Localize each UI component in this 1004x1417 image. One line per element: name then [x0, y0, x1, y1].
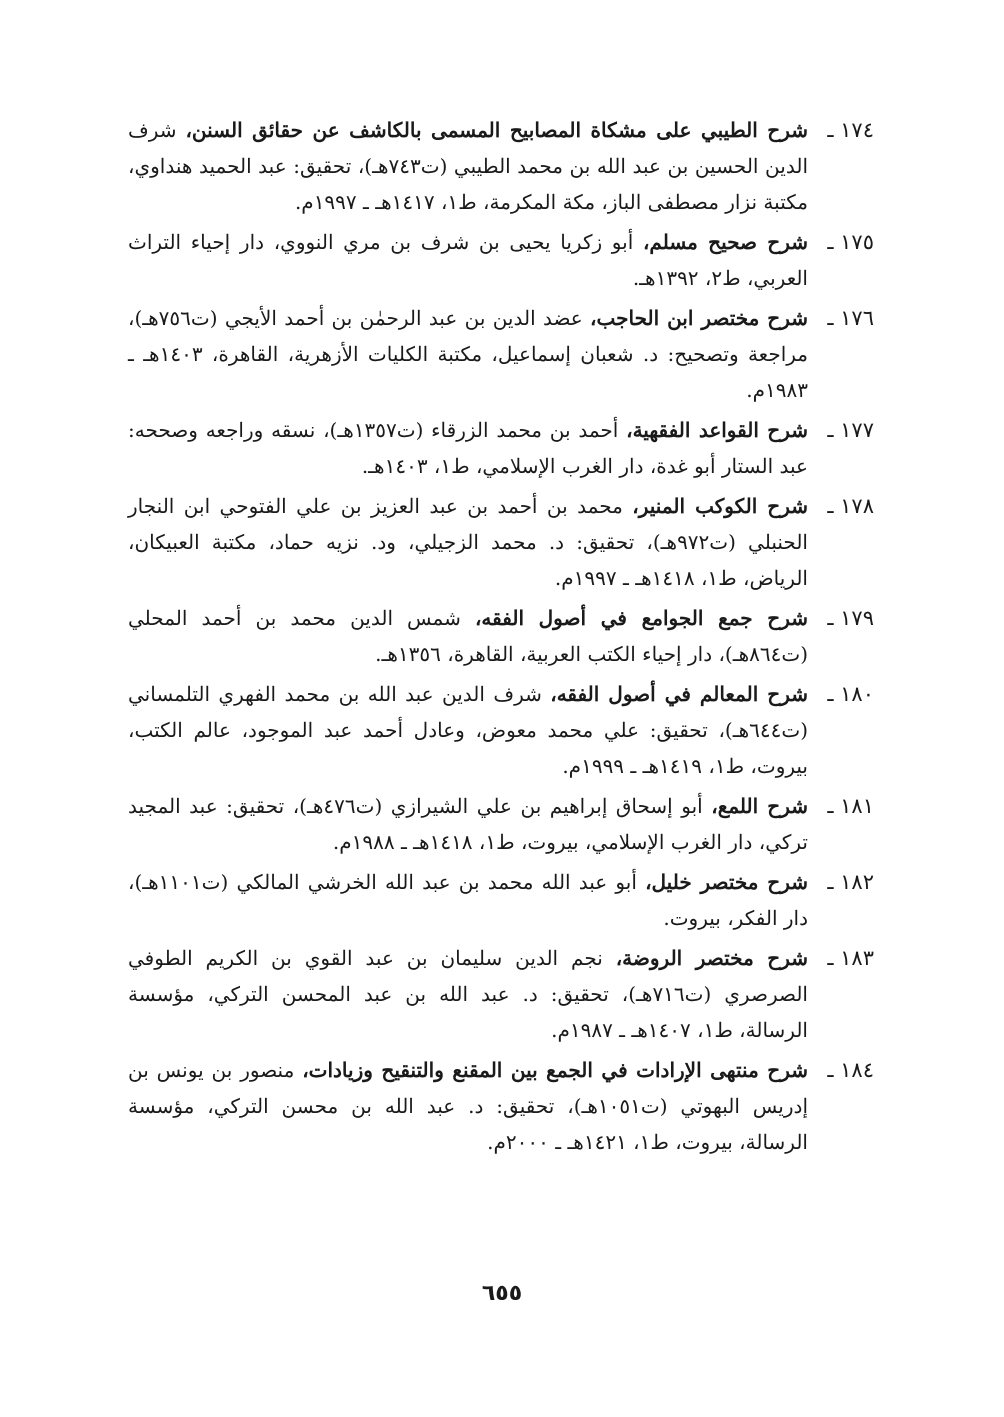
entry-number: ١٨٢ ـ: [827, 870, 874, 894]
bibliography-entry: [128, 488, 874, 596]
bibliography-entry: [128, 788, 874, 860]
entry-title: شرح اللمع،: [711, 794, 808, 818]
entry-title: شرح مختصر خليل،: [645, 870, 808, 894]
bibliography-entry: [128, 1052, 874, 1160]
bibliography-entry: [128, 112, 874, 220]
entry-details: شرف الدين عبد الله بن محمد الفهري التلمساني (ت٦٤٤هـ)، تحقيق: علي محمد معوض، وعادل أحمد عبد الموجود، عالم الكتب، بيروت، ط١، ١٤١٩هـ ـ ١٩٩٩م.: [128, 682, 808, 778]
entry-number: ١٧٧ ـ: [827, 418, 874, 442]
entry-title: شرح مختصر الروضة،: [615, 946, 808, 970]
entry-title: شرح المعالم في أصول الفقه،: [550, 682, 808, 706]
bibliography-entry: [128, 940, 874, 1048]
entry-details: محمد بن أحمد بن عبد العزيز بن علي الفتوحي ابن النجار الحنبلي (ت٩٧٢هـ)، تحقيق: د. محمد الزجيلي، ود. نزيه حماد، مكتبة العبيكان، الرياض، ط١، ١٤١٨هـ ـ ١٩٩٧م.: [128, 494, 808, 590]
entry-number: ١٧٦ ـ: [827, 306, 874, 330]
entry-number: ١٨١ ـ: [827, 794, 874, 818]
entry-title: شرح صحيح مسلم،: [642, 230, 808, 254]
entry-number: ١٧٥ ـ: [827, 230, 874, 254]
entry-details: أبو زكريا يحيى بن شرف بن مري النووي، دار إحياء التراث العربي، ط٢، ١٣٩٢هـ.: [128, 230, 808, 290]
entry-text: [128, 600, 808, 672]
entry-title: شرح القواعد الفقهية،: [626, 418, 808, 442]
entry-details: عضد الدين بن عبد الرحمٰن بن أحمد الأيجي (ت٧٥٦هـ)، مراجعة وتصحيح: د. شعبان إسماعيل، مكتبة الكليات الأزهرية، القاهرة، ١٤٠٣هـ ـ ١٩٨٣م.: [128, 306, 809, 402]
entry-details: شمس الدين محمد بن أحمد المحلي (ت٨٦٤هـ)، دار إحياء الكتب العربية، القاهرة، ١٣٥٦هـ.: [128, 606, 808, 666]
entry-text: [128, 112, 808, 220]
entry-number: ١٧٤ ـ: [827, 118, 874, 142]
entry-text: [128, 864, 808, 936]
entry-number: ١٨٣ ـ: [827, 946, 874, 970]
entry-text: [128, 788, 808, 860]
entry-details: منصور بن يونس بن إدريس البهوتي (ت١٠٥١هـ)، تحقيق: د. عبد الله بن محسن التركي، مؤسسة الرسالة، بيروت، ط١، ١٤٢١هـ ـ ٢٠٠٠م.: [128, 1058, 808, 1154]
entry-number: ١٨٤ ـ: [827, 1058, 874, 1082]
entry-details: أحمد بن محمد الزرقاء (ت١٣٥٧هـ)، نسقه وراجعه وصححه: عبد الستار أبو غدة، دار الغرب الإسلامي، ط١، ١٤٠٣هـ.: [128, 418, 808, 478]
bibliography-entry: [128, 864, 874, 936]
bibliography-entry: [128, 676, 874, 784]
entry-details: أبو عبد الله محمد بن عبد الله الخرشي المالكي (ت١١٠١هـ)، دار الفكر، بيروت.: [128, 870, 808, 930]
entry-details: نجم الدين سليمان بن عبد القوي بن الكريم الطوفي الصرصري (ت٧١٦هـ)، تحقيق: د. عبد الله بن عبد المحسن التركي، مؤسسة الرسالة، ط١، ١٤٠٧هـ ـ ١٩٨٧م.: [128, 946, 808, 1042]
entry-title: شرح منتهى الإرادات في الجمع بين المقنع والتنقيح وزيادات،: [302, 1058, 808, 1082]
entry-details: أبو إسحاق إبراهيم بن علي الشيرازي (ت٤٧٦هـ)، تحقيق: عبد المجيد تركي، دار الغرب الإسلامي، بيروت، ط١، ١٤١٨هـ ـ ١٩٨٨م.: [128, 794, 808, 854]
entry-title: شرح الطيبي على مشكاة المصابيح المسمى بالكاشف عن حقائق السنن،: [185, 118, 808, 142]
entry-number: ١٧٩ ـ: [827, 606, 874, 630]
entry-number: ١٧٨ ـ: [827, 494, 874, 518]
entry-title: شرح مختصر ابن الحاجب،: [590, 306, 808, 330]
entry-text: [128, 224, 808, 296]
entry-text: [128, 1052, 808, 1160]
bibliography-entry: [128, 300, 874, 408]
entry-text: [128, 488, 808, 596]
entry-title: شرح الكوكب المنير،: [632, 494, 808, 518]
entry-text: [128, 676, 808, 784]
bibliography-entry: [128, 600, 874, 672]
entry-details: شرف الدين الحسين بن عبد الله بن محمد الطيبي (ت٧٤٣هـ)، تحقيق: عبد الحميد هنداوي، مكتبة نزار مصطفى الباز، مكة المكرمة، ط١، ١٤١٧هـ ـ ١٩٩٧م.: [128, 118, 808, 214]
page-number: ٦٥٥: [481, 1281, 523, 1306]
entry-number: ١٨٠ ـ: [827, 682, 874, 706]
entry-text: [128, 412, 808, 484]
bibliography-list: [128, 112, 874, 1164]
bibliography-entry: [128, 412, 874, 484]
entry-text: [128, 940, 808, 1048]
bibliography-entry: [128, 224, 874, 296]
entry-title: شرح جمع الجوامع في أصول الفقه،: [474, 606, 808, 630]
entry-text: [128, 300, 808, 408]
